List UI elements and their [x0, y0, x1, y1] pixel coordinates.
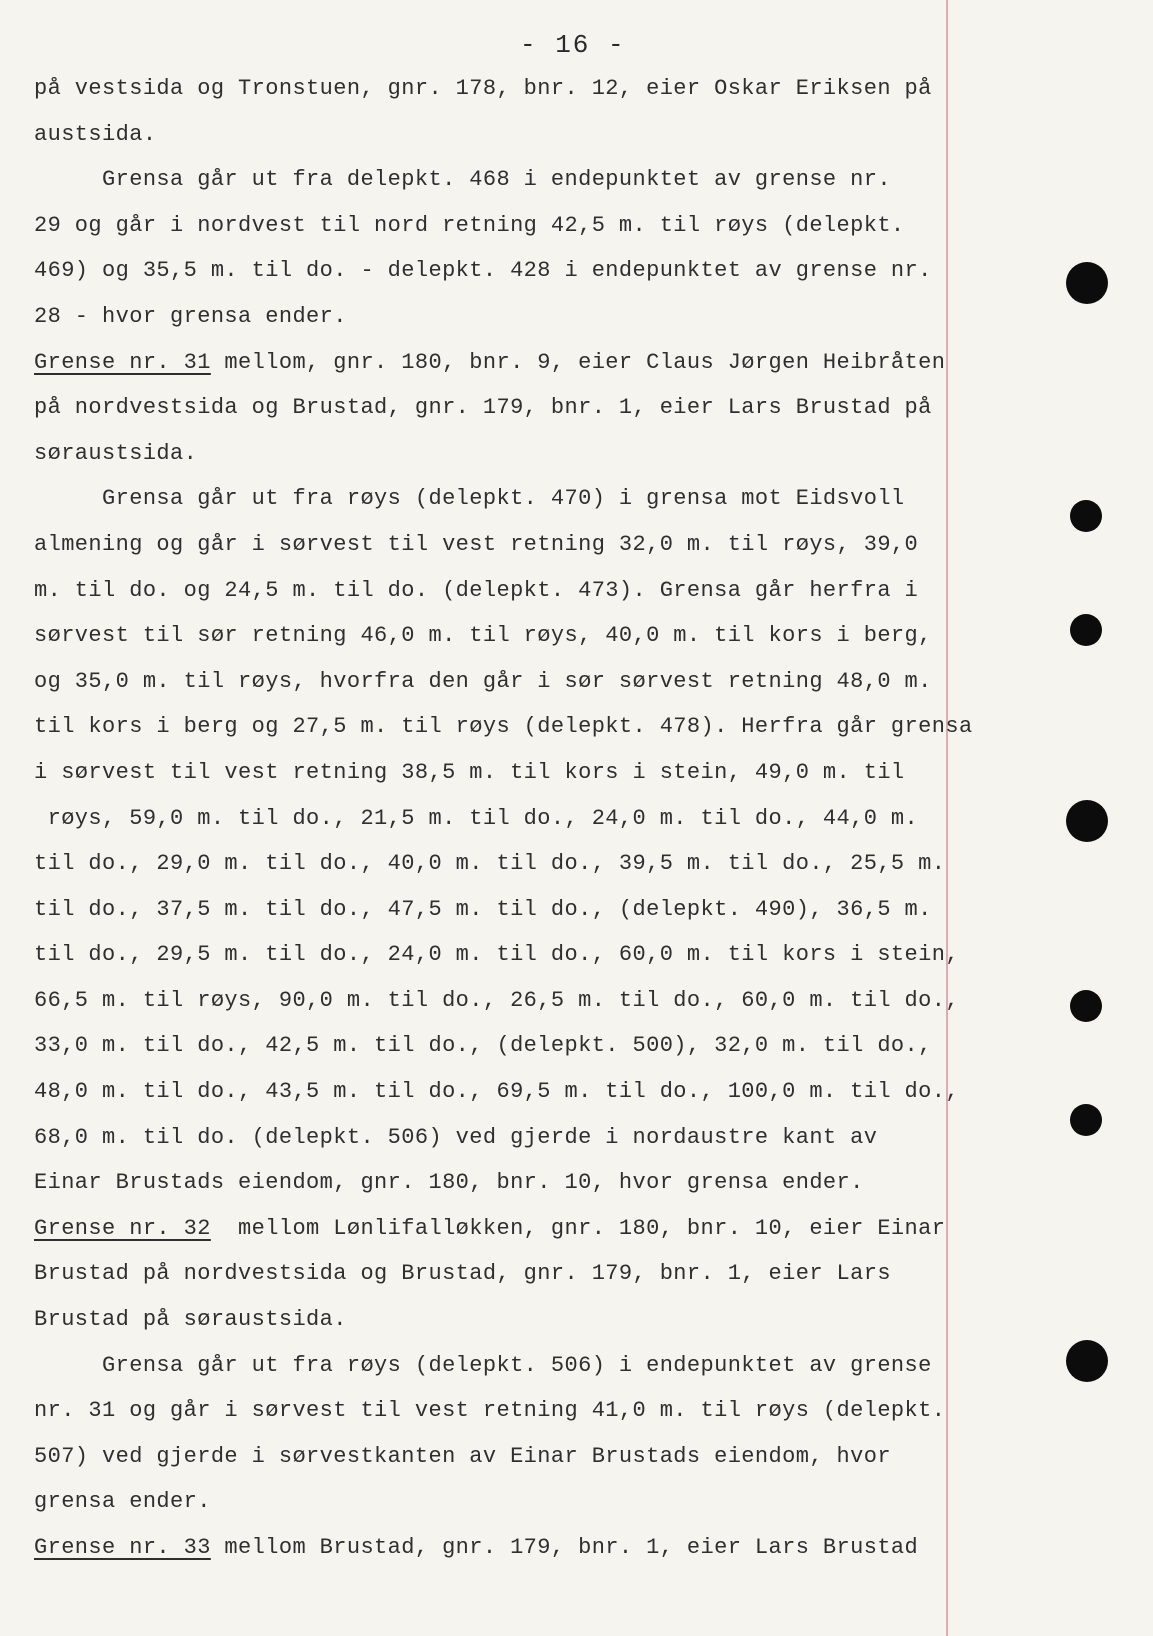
- text-line: [34, 66, 994, 112]
- line-text: nr. 31 og går i sørvest til vest retning 41,0 m. til røys (delepkt.: [34, 1398, 946, 1424]
- text-line: [34, 340, 994, 386]
- text-line: [34, 659, 994, 705]
- text-line: [34, 1251, 994, 1297]
- line-text: og 35,0 m. til røys, hvorfra den går i sør sørvest retning 48,0 m.: [34, 668, 932, 694]
- line-text: 68,0 m. til do. (delepkt. 506) ved gjerde i nordaustre kant av: [34, 1124, 878, 1150]
- punch-hole: [1070, 614, 1102, 646]
- typed-text-block: [34, 66, 994, 1571]
- line-text: grensa ender.: [34, 1489, 211, 1515]
- text-line: [34, 294, 994, 340]
- text-line: [34, 1434, 994, 1480]
- text-line: [34, 248, 994, 294]
- line-text: Grensa går ut fra røys (delepkt. 470) i grensa mot Eidsvoll: [34, 486, 905, 512]
- line-text: 66,5 m. til røys, 90,0 m. til do., 26,5 m. til do., 60,0 m. til do.,: [34, 987, 959, 1013]
- text-line: [34, 1343, 994, 1389]
- line-text: 28 - hvor grensa ender.: [34, 303, 347, 329]
- text-line: [34, 1023, 994, 1069]
- text-line: [34, 978, 994, 1024]
- text-line: [34, 704, 994, 750]
- line-text: Grensa går ut fra røys (delepkt. 506) i endepunktet av grense: [34, 1352, 932, 1378]
- text-line: [34, 568, 994, 614]
- text-line: [34, 750, 994, 796]
- text-line: [34, 522, 994, 568]
- line-text: Brustad på søraustsida.: [34, 1307, 347, 1333]
- page-number: - 16 -: [520, 30, 626, 60]
- text-line: [34, 431, 994, 477]
- text-line: [34, 385, 994, 431]
- line-text: Einar Brustads eiendom, gnr. 180, bnr. 10, hvor grensa ender.: [34, 1170, 864, 1196]
- text-line: [34, 1069, 994, 1115]
- text-line: [34, 112, 994, 158]
- line-text: 48,0 m. til do., 43,5 m. til do., 69,5 m. til do., 100,0 m. til do.,: [34, 1079, 959, 1105]
- line-text: sørvest til sør retning 46,0 m. til røys, 40,0 m. til kors i berg,: [34, 623, 932, 649]
- text-line: [34, 157, 994, 203]
- line-text: til kors i berg og 27,5 m. til røys (delepkt. 478). Herfra går grensa: [34, 714, 973, 740]
- punch-hole: [1066, 1340, 1108, 1382]
- line-text: 469) og 35,5 m. til do. - delepkt. 428 i endepunktet av grense nr.: [34, 258, 932, 284]
- text-line: [34, 1206, 994, 1252]
- text-line: [34, 1525, 994, 1571]
- line-text: til do., 29,5 m. til do., 24,0 m. til do., 60,0 m. til kors i stein,: [34, 942, 959, 968]
- punch-hole: [1066, 800, 1108, 842]
- line-text: i sørvest til vest retning 38,5 m. til kors i stein, 49,0 m. til: [34, 759, 905, 785]
- punch-hole: [1070, 990, 1102, 1022]
- text-line: [34, 1160, 994, 1206]
- line-text: 507) ved gjerde i sørvestkanten av Einar Brustads eiendom, hvor: [34, 1443, 891, 1469]
- section-heading: Grense nr. 33: [34, 1535, 211, 1560]
- line-text: på vestsida og Tronstuen, gnr. 178, bnr. 12, eier Oskar Eriksen på: [34, 76, 932, 101]
- line-text: røys, 59,0 m. til do., 21,5 m. til do., 24,0 m. til do., 44,0 m.: [34, 805, 919, 831]
- line-text: Brustad på nordvestsida og Brustad, gnr. 179, bnr. 1, eier Lars: [34, 1261, 891, 1287]
- text-line: [34, 1115, 994, 1161]
- line-text: 33,0 m. til do., 42,5 m. til do., (delepkt. 500), 32,0 m. til do.,: [34, 1033, 932, 1059]
- section-heading: Grense nr. 31: [34, 349, 211, 375]
- line-text: austsida.: [34, 121, 157, 147]
- text-line: [34, 796, 994, 842]
- text-line: [34, 932, 994, 978]
- text-line: [34, 613, 994, 659]
- text-line: [34, 1479, 994, 1525]
- line-text: almening og går i sørvest til vest retning 32,0 m. til røys, 39,0: [34, 531, 919, 557]
- text-line: [34, 203, 994, 249]
- line-text: til do., 37,5 m. til do., 47,5 m. til do., (delepkt. 490), 36,5 m.: [34, 896, 932, 922]
- text-line: [34, 1388, 994, 1434]
- punch-hole: [1066, 262, 1108, 304]
- line-text: mellom Lønlifalløkken, gnr. 180, bnr. 10, eier Einar: [210, 1215, 946, 1241]
- line-text: søraustsida.: [34, 440, 198, 466]
- punch-hole: [1070, 1104, 1102, 1136]
- line-text: mellom Brustad, gnr. 179, bnr. 1, eier Lars Brustad: [210, 1535, 919, 1560]
- line-text: på nordvestsida og Brustad, gnr. 179, bnr. 1, eier Lars Brustad på: [34, 395, 932, 421]
- line-text: mellom, gnr. 180, bnr. 9, eier Claus Jørgen Heibråten: [210, 349, 946, 375]
- text-line: [34, 841, 994, 887]
- text-line: [34, 1297, 994, 1343]
- text-line: [34, 887, 994, 933]
- line-text: m. til do. og 24,5 m. til do. (delepkt. 473). Grensa går herfra i: [34, 577, 919, 603]
- punch-hole: [1070, 500, 1102, 532]
- line-text: Grensa går ut fra delepkt. 468 i endepunktet av grense nr.: [34, 167, 891, 193]
- line-text: til do., 29,0 m. til do., 40,0 m. til do., 39,5 m. til do., 25,5 m.: [34, 851, 946, 877]
- line-text: 29 og går i nordvest til nord retning 42,5 m. til røys (delepkt.: [34, 212, 905, 238]
- text-line: [34, 476, 994, 522]
- section-heading: Grense nr. 32: [34, 1215, 211, 1241]
